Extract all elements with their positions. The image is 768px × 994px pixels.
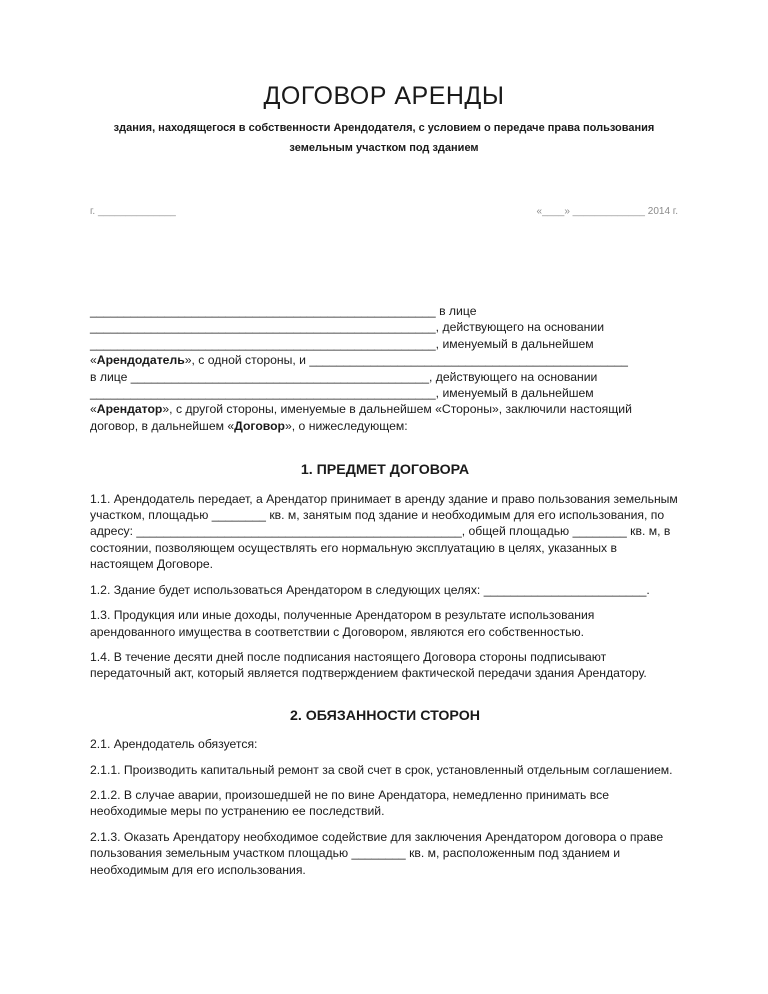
intro-line-7: », с другой стороны, именуемые в дальнейшем «Стороны», заключили настоящий: [162, 402, 632, 417]
document-body: [90, 303, 680, 887]
intro-line-8-rest: », о нижеследующем:: [285, 418, 408, 433]
clause-2-1: 2.1. Арендодатель обязуется:: [90, 737, 258, 752]
contract-term: Договор: [234, 418, 285, 433]
clause-2-1-3: 2.1.3. Оказать Арендатору необходимое содействие для заключения Арендатором договора о праве пользования земельным участком площадью ________ кв. м, расположенным под зданием и необходимым для его использования.: [90, 829, 664, 877]
subtitle-line-1: здания, находящегося в собственности Арендодателя, с условием о передаче права пользования: [113, 122, 655, 134]
intro-line-5: в лице ____________________________________________, действующего на основании: [90, 369, 598, 384]
intro-line-6: ___________________________________________________, именуемый в дальнейшем: [90, 386, 594, 401]
place-field: г. ______________: [90, 206, 176, 217]
section-1-heading: 1. ПРЕДМЕТ ДОГОВОРА: [300, 462, 470, 479]
document-title: ДОГОВОР АРЕНДЫ: [263, 82, 505, 110]
clause-2-1-2: 2.1.2. В случае аварии, произошедшей не по вине Арендатора, немедленно принимать все необходимые меры по устранению ее последствий.: [90, 787, 609, 819]
intro-line-8-pre: договор, в дальнейшем «: [90, 418, 235, 433]
subtitle-line-2: земельным участком под зданием: [289, 142, 479, 154]
section-2-heading: 2. ОБЯЗАННОСТИ СТОРОН: [289, 707, 480, 724]
clause-2-1-1: 2.1.1. Производить капитальный ремонт за свой счет в срок, установленный отдельным соглашением.: [90, 762, 673, 777]
date-field: «____» _____________ 2014 г.: [536, 206, 678, 217]
document-subtitle: [80, 118, 688, 158]
clause-1-1: 1.1. Арендодатель передает, а Арендатор принимает в аренду здание и право пользования земельным участком, площадью ________ кв. м, занятым под здание и необходимым для его использования, по адресу: ________________________________________________, общей площадью ________ кв. м, в состоянии, позволяющем осуществлять его нормальную эксплуатацию в целях, указанных в настоящем Договоре.: [90, 491, 678, 572]
intro-line-3: ___________________________________________________, именуемый в дальнейшем: [90, 336, 594, 351]
landlord-term: Арендодатель: [96, 353, 185, 368]
clause-1-2: 1.2. Здание будет использоваться Арендатором в следующих целях: ________________________.: [90, 582, 650, 597]
intro-line-1: ___________________________________________________ в лице: [90, 304, 477, 318]
clause-1-3: 1.3. Продукция или иные доходы, полученные Арендатором в результате использования арендованного имущества в соответствии с Договором, являются его собственностью.: [90, 608, 595, 639]
intro-line-2: ___________________________________________________, действующего на основании: [90, 320, 605, 335]
tenant-term: Арендатор: [96, 402, 163, 417]
intro-line-4: », с одной стороны, и _______________________________________________: [184, 353, 628, 368]
intro-paragraph: ___________________________________________________ в лице ___________________________________________________, действующего на основании ___________________________________________________, именуемый в дальнейшем «Арендодатель», с одной стороны, и _______________________________________________ в лице ____________________________________________, действующего на основании ___________________________________________________, именуемый в дальнейшем «Арендатор», с другой стороны, именуемые в дальнейшем «Стороны», заключили настоящий договор, в дальнейшем «Договор», о нижеследующем:: [90, 304, 632, 433]
clause-1-4: 1.4. В течение десяти дней после подписания настоящего Договора стороны подписывают передаточный акт, который является подтверждением фактической передачи здания Арендатору.: [90, 649, 647, 681]
